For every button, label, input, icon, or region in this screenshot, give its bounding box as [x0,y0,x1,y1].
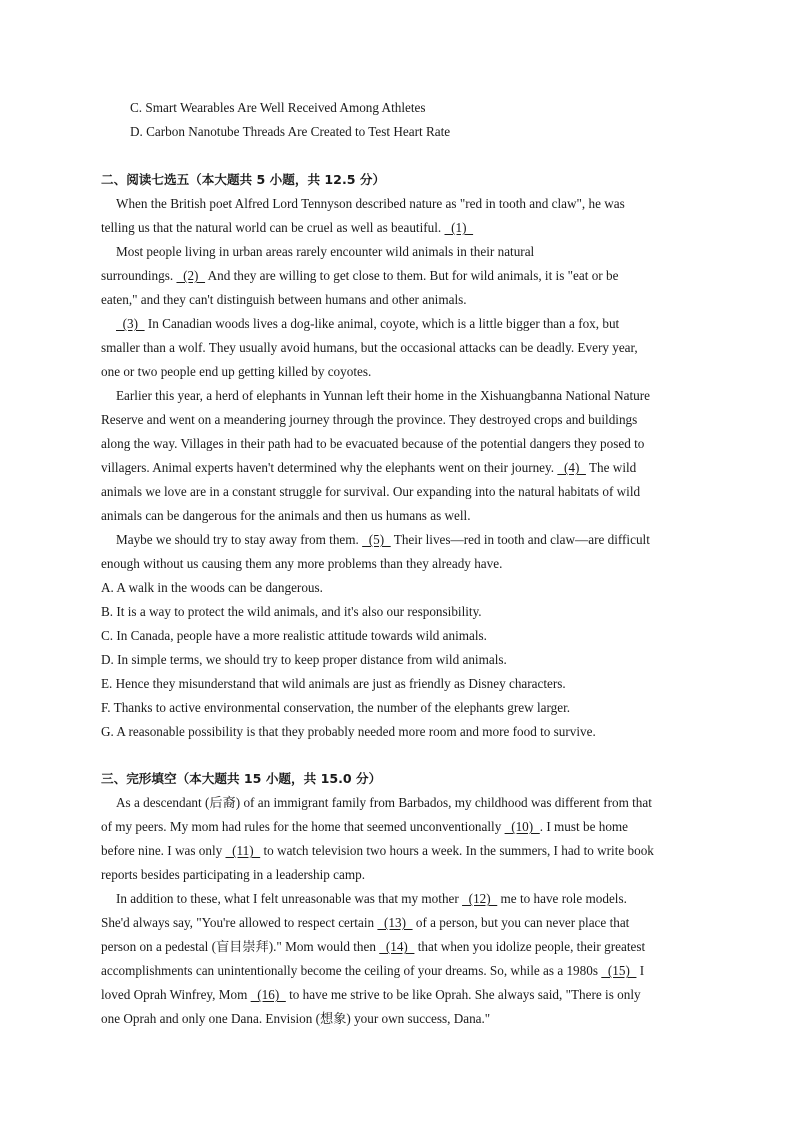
passage-text: me to have role models. [497,891,627,906]
passage-text: She'd always say, "You're allowed to respect certain [101,915,375,930]
blank-12[interactable]: (12) [462,891,498,906]
passage-text: loved Oprah Winfrey, Mom [101,987,248,1002]
blank-2[interactable]: (2) [176,268,206,283]
blank-10[interactable]: (10) [504,819,540,834]
passage-line [101,268,618,284]
prev-option-c: C. Smart Wearables Are Well Received Among Athletes [130,100,426,115]
passage-line: When the British poet Alfred Lord Tennyson described nature as "red in tooth and claw", he was [116,196,625,211]
passage-text: Their lives—red in tooth and claw—are difficult [390,532,650,547]
blank-11[interactable]: (11) [225,843,261,858]
passage-line: animals we love are in a constant struggle for survival. Our expanding into the natural habitats of wild [101,484,641,499]
passage-line [116,316,619,332]
passage-text: to have me strive to be like Oprah. She always said, "There is only [285,987,641,1002]
blank-14[interactable]: (14) [379,939,415,954]
passage-line [101,987,641,1003]
passage-text: And they are willing to get close to them. But for wild animals, it is "eat or be [205,268,619,283]
passage-line [101,819,628,835]
passage-text: . I must be home [539,819,629,834]
passage-text: surroundings. [101,268,174,283]
option-d: D. In simple terms, we should try to keep proper distance from wild animals. [101,652,507,667]
passage-text: In addition to these, what I felt unreasonable was that my mother [116,891,459,906]
passage-line [116,891,627,907]
option-e: E. Hence they misunderstand that wild animals are just as friendly as Disney characters. [101,676,566,691]
blank-13[interactable]: (13) [377,915,413,930]
passage-line: Earlier this year, a herd of elephants in Yunnan left their home in the Xishuangbanna National Nature [116,388,650,403]
passage-line: enough without us causing them any more problems than they already have. [101,556,503,571]
passage-line: eaten," and they can't distinguish between humans and other animals. [101,292,467,307]
passage-line: smaller than a wolf. They usually avoid humans, but the occasional attacks can be deadly. Every year, [101,340,638,355]
blank-5[interactable]: (5) [362,532,391,547]
passage-text: to watch television two hours a week. In the summers, I had to write book [260,843,654,858]
passage-line [101,939,645,955]
passage-line [101,843,654,859]
passage-line [101,915,629,931]
blank-4[interactable]: (4) [557,460,586,475]
passage-line [101,963,644,979]
passage-text: of my peers. My mom had rules for the home that seemed unconventionally [101,819,502,834]
section-3-heading: 三、完形填空（本大题共 15 小题，共 15.0 分） [101,771,382,786]
passage-text: villagers. Animal experts haven't determined why the elephants went on their journey. [101,460,555,475]
passage-text: The wild [585,460,637,475]
passage-text: person on a pedestal (盲目崇拜)." Mom would then [101,939,376,954]
passage-line [116,532,650,548]
option-c: C. In Canada, people have a more realistic attitude towards wild animals. [101,628,487,643]
blank-16[interactable]: (16) [250,987,286,1002]
passage-line: As a descendant (后裔) of an immigrant family from Barbados, my childhood was different from that [116,795,652,810]
passage-line: one Oprah and only one Dana. Envision (想象) your own success, Dana." [101,1011,491,1026]
option-a: A. A walk in the woods can be dangerous. [101,580,323,595]
passage-text: before nine. I was only [101,843,223,858]
passage-text: accomplishments can unintentionally become the ceiling of your dreams. So, while as a 1980s [101,963,598,978]
passage-text: Maybe we should try to stay away from them. [116,532,359,547]
blank-1[interactable]: (1) [444,220,474,235]
passage-line: Most people living in urban areas rarely encounter wild animals in their natural [116,244,535,259]
passage-text: I [636,963,645,978]
passage-text: telling us that the natural world can be cruel as well as beautiful. [101,220,442,235]
passage-line: Reserve and went on a meandering journey through the province. They destroyed crops and buildings [101,412,638,427]
option-f: F. Thanks to active environmental conservation, the number of the elephants grew larger. [101,700,571,715]
blank-15[interactable]: (15) [601,963,637,978]
option-b: B. It is a way to protect the wild animals, and it's also our responsibility. [101,604,482,619]
passage-line: animals can be dangerous for the animals and then us humans as well. [101,508,471,523]
section-2-heading: 二、阅读七选五（本大题共 5 小题，共 12.5 分） [101,172,386,187]
passage-line: along the way. Villages in their path had to be evacuated because of the potential dangers they posed to [101,436,645,451]
passage-text: In Canadian woods lives a dog-like animal, coyote, which is a little bigger than a fox, but [144,316,620,331]
blank-3[interactable]: (3) [116,316,145,331]
option-g: G. A reasonable possibility is that they probably needed more room and more food to survive. [101,724,596,739]
passage-line [101,460,636,476]
passage-text: that when you idolize people, their greatest [414,939,646,954]
passage-text: of a person, but you can never place that [412,915,630,930]
prev-option-d: D. Carbon Nanotube Threads Are Created to Test Heart Rate [130,124,451,139]
passage-line [101,220,473,236]
passage-line: one or two people end up getting killed by coyotes. [101,364,372,379]
passage-line: reports besides participating in a leadership camp. [101,867,366,882]
